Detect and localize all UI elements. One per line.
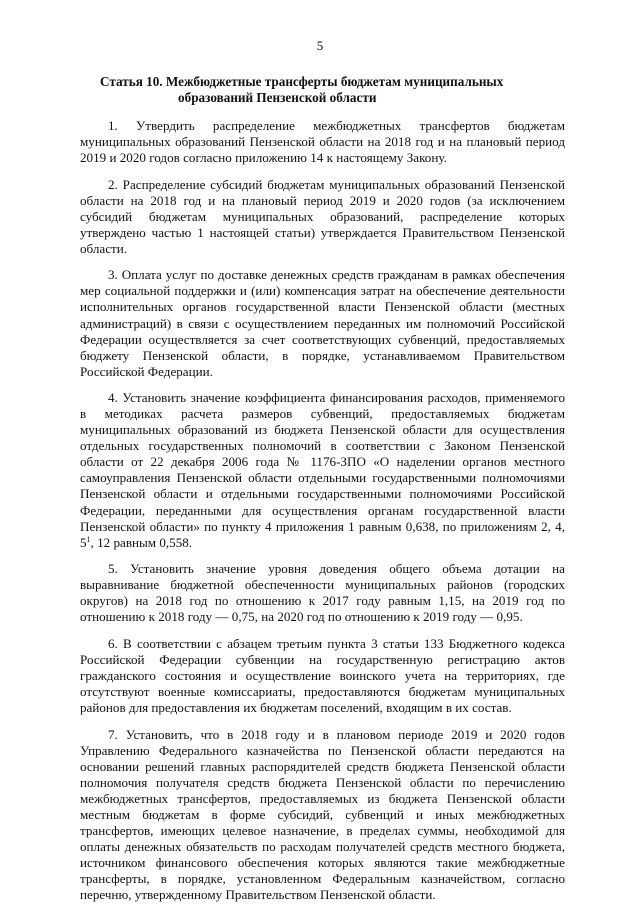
page-number: 5	[316, 38, 324, 53]
paragraph-4-text: 4. Установить значение коэффициента финансирования расходов, применяемого в методиках расчета размеров субвенций, предоставляемых бюджетам муниципальных образований из бюджета Пензенской области для осуществления отдельных государственных полномочий в соответствии с Законом Пензенской области от 22 декабря 2006 года № 1176-ЗПО «О наделении органов местного самоуправления Пензенской области отдельными государственными полномочиями Пензенской области и отдельными государственными полномочиями Российской Федерации, переданными для осуществления органам государственной власти Пензенской области» по пункту 4 приложения 1 равным 0,638, по приложениям 2, 4, 5	[80, 390, 565, 550]
article-title-line-2: образований Пензенской области	[178, 90, 377, 105]
paragraph-6	[80, 636, 565, 716]
paragraph-3-text: 3. Оплата услуг по доставке денежных средств гражданам в рамках обеспечения мер социальной поддержки и (или) компенсация затрат на обеспечение деятельности исполнительных органов государственной власти Пензенской области (местных администраций) в связи с осуществлением переданных им полномочий Российской Федерации осуществляется за счет соответствующих субвенций, предоставляемых бюджету Пензенской области, в порядке, устанавливаемом Правительством Российской Федерации.	[80, 267, 565, 379]
paragraph-1	[80, 118, 565, 166]
paragraph-7	[80, 727, 565, 904]
paragraph-4-superscript: 1	[86, 534, 91, 544]
article-body	[80, 118, 565, 914]
article-title	[100, 74, 570, 106]
paragraph-3	[80, 267, 565, 379]
paragraph-1-text: 1. Утвердить распределение межбюджетных трансфертов бюджетам муниципальных образований Пензенской области на 2018 год и на плановый период 2019 и 2020 годов согласно приложению 14 к настоящему Закону.	[80, 118, 565, 166]
paragraph-2	[80, 177, 565, 257]
paragraph-4-tail: , 12 равным 0,558.	[90, 534, 193, 550]
paragraph-5	[80, 561, 565, 625]
paragraph-6-text: 6. В соответствии с абзацем третьим пункта 3 статьи 133 Бюджетного кодекса Российской Федерации субвенции на государственную регистрацию актов гражданского состояния и осуществление воинского учета на территориях, где отсутствуют военные комиссариаты, предоставляются бюджетам муниципальных районов для предоставления их бюджетам поселений, входящим в их состав.	[80, 635, 565, 716]
paragraph-5-text: 5. Установить значение уровня доведения общего объема дотации на выравнивание бюджетной обеспеченности муниципальных районов (городских округов) на 2018 год по отношению к 2017 году равным 1,15, на 2019 год по отношению к 2018 году — 0,75, на 2020 год по отношению к 2019 году — 0,95.	[80, 561, 565, 625]
article-title-line-1: Статья 10. Межбюджетные трансферты бюджетам муниципальных	[100, 74, 504, 89]
paragraph-4	[80, 390, 565, 550]
paragraph-2-text: 2. Распределение субсидий бюджетам муниципальных образований Пензенской области на 2018 год и на плановый период 2019 и 2020 годов (за исключением субсидий бюджетам муниципальных образований, распределение которых утверждено частью 1 настоящей статьи) утверждается Правительством Пензенской области.	[80, 176, 565, 256]
paragraph-7-text: 7. Установить, что в 2018 году и в плановом периоде 2019 и 2020 годов Управлению Федерального казначейства по Пензенской области передаются на основании решений главных распорядителей средств бюджета Пензенской области полномочия получателя средств бюджета Пензенской области по перечислению межбюджетных трансфертов, предоставляемых из бюджета Пензенской области местным бюджетам в форме субсидий, субвенций и иных межбюджетных трансфертов, имеющих целевое назначение, в пределах суммы, необходимой для оплаты денежных обязательств по расходам получателей средств местного бюджета, источником финансового обеспечения которых являются такие межбюджетные трансферты, в порядке, установленном Федеральным казначейством, согласно перечню, утвержденному Правительством Пензенской области.	[80, 726, 565, 903]
